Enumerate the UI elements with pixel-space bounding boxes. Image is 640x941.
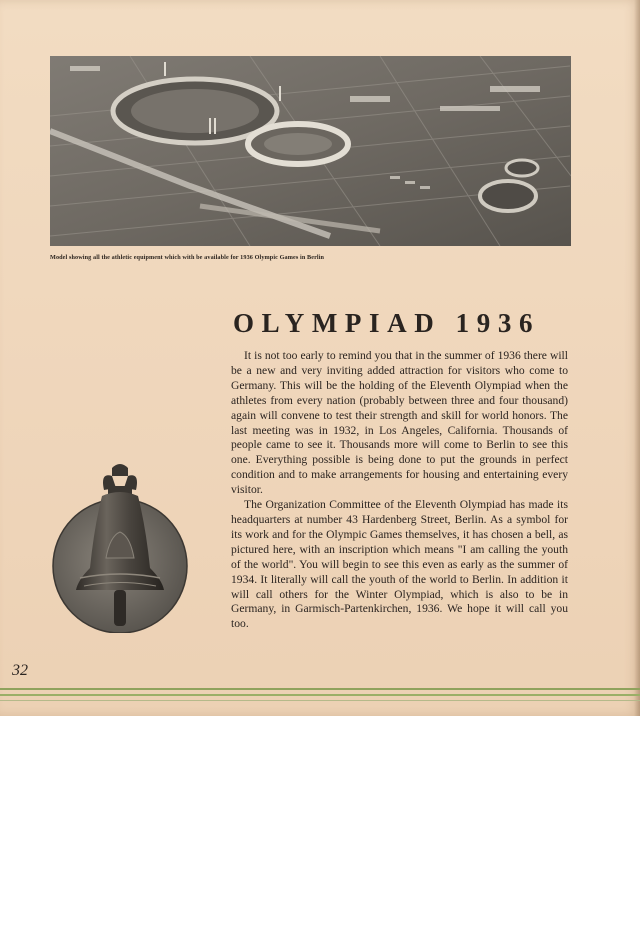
article-paragraph-1: It is not too early to remind you that in the summer of 1936 there will be a new and very inviting added attraction for visitors who come to Germany. This will be the holding of the Eleventh Olympiad when the athletes from every nation (probably between three and four thousand) again will convene to test their strength and skill for world honors. The last meeting was in 1932, in Los Angeles, California. Thousands of people came to see it. Thousands more will come to Berlin to see this one. Everything possible is being done to put the grounds in perfect condition and to make arrangements for housing and entertaining every visitor. (231, 349, 568, 497)
page-number: 32 (12, 662, 28, 679)
article-paragraph-2: The Organization Committee of the Eleventh Olympiad has made its headquarters at number 43 Hardenberg Street, Berlin. As a symbol for its work and for the Olympic Games themselves, it has chosen a bell, as pictured here, with an inscription which means "I am calling the youth of the world". You will begin to see this even as early as the summer of 1934. It literally will call the youth of the world to Berlin. In addition it will call others for the Winter Olympiad, which is also to be in Germany, in Garmisch-Partenkirchen, 1936. We hope it will call you too. (231, 498, 568, 631)
olympic-bell-illustration (50, 458, 190, 633)
footer-rule-top (0, 688, 640, 690)
photo-caption: Model showing all the athletic equipment which with be available for 1936 Olympic Games in Berlin (50, 254, 325, 261)
footer-rule-bottom (0, 700, 640, 701)
page-edge-shadow (634, 0, 640, 716)
stadium-model-photo (50, 56, 571, 246)
article-title: OLYMPIAD 1936 (233, 308, 541, 338)
footer-rule-middle (0, 694, 640, 696)
article-body (231, 349, 568, 632)
